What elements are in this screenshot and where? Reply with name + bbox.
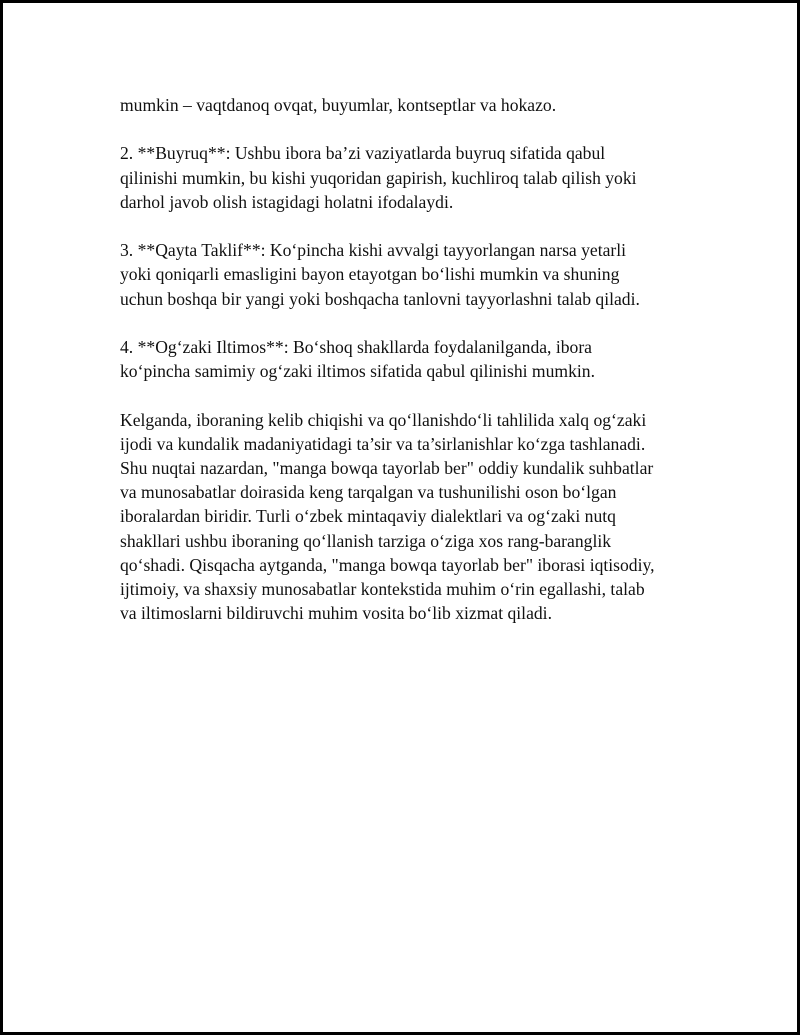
- paragraph-ogzaki-iltimos: [120, 335, 700, 383]
- text-line: qilinishi mumkin, bu kishi yuqoridan gapirish, kuchliroq talab qilish yoki: [120, 167, 637, 188]
- text-line: va munosabatlar doirasida keng tarqalgan va tushunilishi oson bo‘lgan: [120, 482, 617, 503]
- text-line: va iltimoslarni bildiruvchi muhim vosita bo‘lib xizmat qiladi.: [120, 603, 552, 624]
- paragraph-intro-continuation: [120, 93, 700, 117]
- text-line: ijodi va kundalik madaniyatidagi ta’sir va ta’sirlanishlar ko‘zga tashlanadi.: [120, 433, 646, 454]
- paragraph-conclusion: [120, 408, 700, 626]
- text-line: darhol javob olish istagidagi holatni ifodalaydi.: [120, 191, 454, 212]
- text-line: ko‘pincha samimiy og‘zaki iltimos sifatida qabul qilinishi mumkin.: [120, 361, 595, 382]
- text-line: yoki qoniqarli emasligini bayon etayotgan bo‘lishi mumkin va shuning: [120, 264, 620, 285]
- text-line: 3. **Qayta Taklif**: Ko‘pincha kishi avvalgi tayyorlangan narsa yetarli: [120, 240, 627, 261]
- paragraph-qayta-taklif: [120, 238, 700, 311]
- paragraph-buyruq: [120, 141, 700, 214]
- text-line: ijtimoiy, va shaxsiy munosabatlar kontekstida muhim o‘rin egallashi, talab: [120, 579, 645, 599]
- text-line: 2. **Buyruq**: Ushbu ibora ba’zi vaziyatlarda buyruq sifatida qabul: [120, 143, 606, 164]
- text-line: shakllari ushbu iboraning qo‘llanish tarziga o‘ziga xos rang-baranglik: [120, 530, 612, 551]
- text-line: mumkin – vaqtdanoq ovqat, buyumlar, kontseptlar va hokazo.: [120, 95, 557, 115]
- text-line: uchun boshqa bir yangi yoki boshqacha tanlovni tayyorlashni talab qiladi.: [120, 288, 640, 309]
- text-line: iboralardan biridir. Turli o‘zbek mintaqaviy dialektlari va og‘zaki nutq: [120, 506, 616, 527]
- text-line: Kelganda, iboraning kelib chiqishi va qo‘llanishdo‘li tahlilida xalq og‘zaki: [120, 409, 647, 430]
- text-line: qo‘shadi. Qisqacha aytganda, "manga bowqa tayorlab ber" iborasi iqtisodiy,: [120, 554, 655, 575]
- document-body: [120, 93, 700, 650]
- text-line: Shu nuqtai nazardan, "manga bowqa tayorlab ber" oddiy kundalik suhbatlar: [120, 457, 654, 478]
- text-line: 4. **Og‘zaki Iltimos**: Bo‘shoq shakllarda foydalanilganda, ibora: [120, 336, 592, 357]
